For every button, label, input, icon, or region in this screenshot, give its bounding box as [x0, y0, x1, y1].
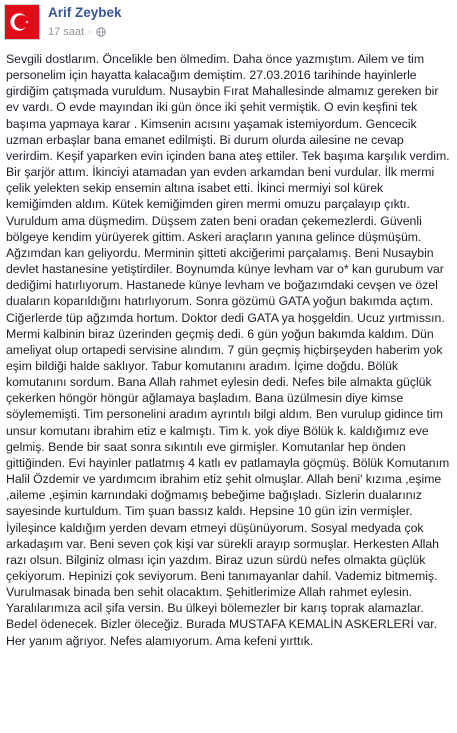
globe-icon[interactable] — [96, 27, 106, 37]
post-body — [6, 51, 452, 649]
post-meta — [48, 26, 106, 38]
post-timestamp[interactable]: 17 saat — [48, 26, 85, 38]
profile-avatar[interactable] — [4, 4, 40, 40]
post-text: Sevgili dostlarım. Öncelikle ben ölmedim. Daha önce yazmıştım. Ailem ve tim personelim için hayatta kalacağım demiştim. 27.03.2016 tarihinde hayinlerle girdiğim çatışmada vuruldum. Nusaybin Fırat Mahallesinde almamız gereken bir ev vardı. O evde mayından iki gün önce iki şehit vermiştik. O evin keşfini tek başıma yapmaya karar . Kimsenin acısını yaşamak istemiyordum. Gencecik uzman erbaşlar bana emanet edilmişti. Bi durum olurda ailesine ne cevap verirdim. Keşif yaparken evin içinden bana ateş ettiler. Tek başıma karşılık verdim. Bir şarjör attım. İkinciyi atamadan yan evden arkamdan beni vurdular. İlk mermi çelik yelekten sekip ensemin altına isabet etti. İkinci mermiyi sol kürek kemiğimden aldım. Kütek kemiğimden giren mermi omuzu parçalayıp çıktı. Vuruldum ama düşmedim. Düşsem zaten beni oradan çekemezlerdi. Güvenli bölgeye kendim yürüyerek gittim. Askeri araçların yanına gelince düşmüşüm. Ağzımdan kan geliyordu. Merminin şitteti akciğerimi parçalamış. Beni Nusaybin devlet hastanesine yetiştirdiler. Boynumda künye levham var o* kan gurubum var dediğimi hatırlıyorum. Hastanede künye levham ve boğazımdaki cevşen ve özel duaların koparıldığını hatırlıyorum. Sonra gözümü GATA yoğun bakımda açtım. Ciğerlerde tüp ağzımda hortum. Doktor dedi GATA ya hoşgeldin. Ucuz yırtmıssın. Mermi kalbinin biraz üzerinden geçmiş dedi. 6 gün yoğun bakımda kaldım. Dün ameliyat olup ortapedi servisine alındım. 7 gün geçmiş hiçbirşeyden haberim yok eşim bildiği halde saklıyor. Tabur komutanını aradım. İçime doğdu. Bölük komutanını sordum. Bana Allah rahmet eylesin dedi. Nefes bile almakta güçlük çekerken höngör höngür ağlamaya başladım. Bana üzülmesin diye kimse söylememişti. Tim personelini aradım ayrıntılı bilgi aldım. Ben vurulup gidince tim unsur komutanı ibrahim etiz e kalmıştı. Tim k. yok diye Bölük k. kaldığımız eve gelmiş. Bende bir saat sonra sıkıntılı eve girmişler. Komutanlar hep önden gittiğinden. Evi hayinler patlatmış 4 katlı ev patlamayla göçmüş. Bölük Komutanım Halil Özdemir ve yardımcım ibrahim etiz şehit olmuşlar. Allah beni' kızıma ,eşime ,aileme ,eşimin karnındaki doğmamış bebeğime bağışladı. Sizlerin dualarınız sayesinde kurtuldum. Tim şuan bassız kaldı. Hepsine 10 gün izin vermişler. İyileşince kaldığım yerden devam etmeyi düşünüyorum. Sosyal medyada çok arkadaşım var. Beni seven çok kişi var sürekli arayıp sormuşlar. Herkesten Allah razı olsun. Bilginiz olması için yazdım. Biraz uzun sürdü nefes olmakta güçlük çekiyorum. Hepinizi çok seviyorum. Beni tanımayanlar dahil. Vademiz bitmemiş. Vurulmasak binada ben sehit olacaktım. Şehitlerimize Allah rahmet eylesin. Yaralılarımıza acil şifa versin. Bu ülkeyi bölemezler bir karış toprak alamazlar. Bedel ödenecek. Bizler öleceğiz. Burada MUSTAFA KEMALİN ASKERLERİ var. Her yanım ağrıyor. Nefes alamıyorum. Ama kefeni yırttık. — [6, 52, 450, 648]
post-author-name[interactable]: Arif Zeybek — [48, 5, 122, 20]
post-header — [0, 0, 457, 46]
turkish-flag-icon — [5, 5, 39, 39]
meta-separator: · — [88, 26, 92, 38]
